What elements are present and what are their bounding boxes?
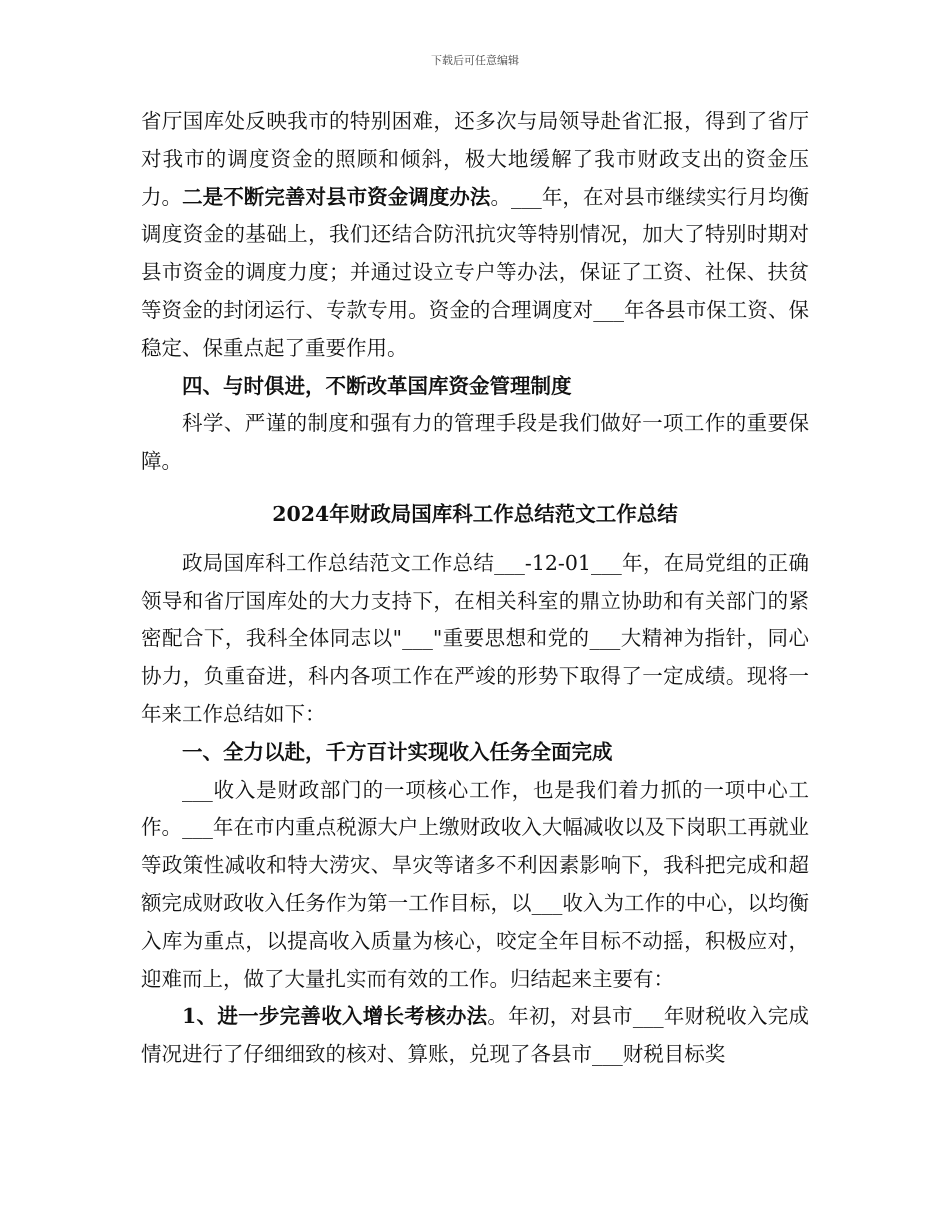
paragraph: 科学、严谨的制度和强有力的管理手段是我们做好一项工作的重要保障。 — [141, 411, 809, 474]
section-heading-one: 一、全力以赴，千方百计实现收入任务全面完成 — [182, 739, 613, 764]
bold-phrase: 1、进一步完善收入增长考核办法 — [182, 1004, 488, 1029]
paragraph — [141, 998, 809, 1074]
document-body — [141, 103, 809, 1074]
page-header: 下载后可任意编辑 — [431, 54, 519, 67]
paragraph-continued — [141, 103, 809, 368]
paragraph: ___收入是财政部门的一项核心工作，也是我们着力抓的一项中心工作。___年在市内重点税源大户上缴财政收入大幅减收以及下岗职工再就业等政策性减收和特大涝灾、旱灾等诸多不利因素影响下，我科把完成和超额完成财政收入任务作为第一工作目标，以___收入为工作的中心，以均衡入库为重点，以提高收入质量为核心，咬定全年目标不动摇，积极应对，迎难而上，做了大量扎实而有效的工作。归结起来主要有： — [141, 777, 809, 991]
paragraph-text: 。___年，在对县市继续实行月均衡调度资金的基础上，我们还结合防汛抗灾等特别情况，加大了特别时期对县市资金的调度力度；并通过设立专户等办法，保证了工资、社保、扶贫等资金的封闭运行、专款专用。资金的合理调度对___年各县市保工资、保稳定、保重点起了重要作用。 — [141, 184, 810, 360]
paragraph-text: 省厅国库处反映我市的特别困难，还多次与局领导赴省汇报，得到了省厅对我市的调度资金的照顾和倾斜，极大地缓解了我市财政支出的资金压力。 — [141, 109, 809, 209]
bold-phrase: 二是不断完善对县市资金调度办法 — [182, 184, 491, 209]
section-heading-four: 四、与时俱进，不断改革国库资金管理制度 — [182, 373, 572, 398]
paragraph: 政局国库科工作总结范文工作总结___-12-01___年，在局党组的正确领导和省厅国库处的大力支持下，在相关科室的鼎立协助和有关部门的紧密配合下，我科全体同志以"___"重要思想和党的___大精神为指针，同心协力，负重奋进，科内各项工作在严竣的形势下取得了一定成绩。现将一年来工作总结如下： — [141, 550, 809, 726]
document-title: 2024年财政局国库科工作总结范文工作总结 — [272, 501, 678, 526]
paragraph-text: 。年初，对县市___年财税收入完成情况进行了仔细细致的核对、算账，兑现了各县市___财税目标奖 — [141, 1004, 810, 1067]
